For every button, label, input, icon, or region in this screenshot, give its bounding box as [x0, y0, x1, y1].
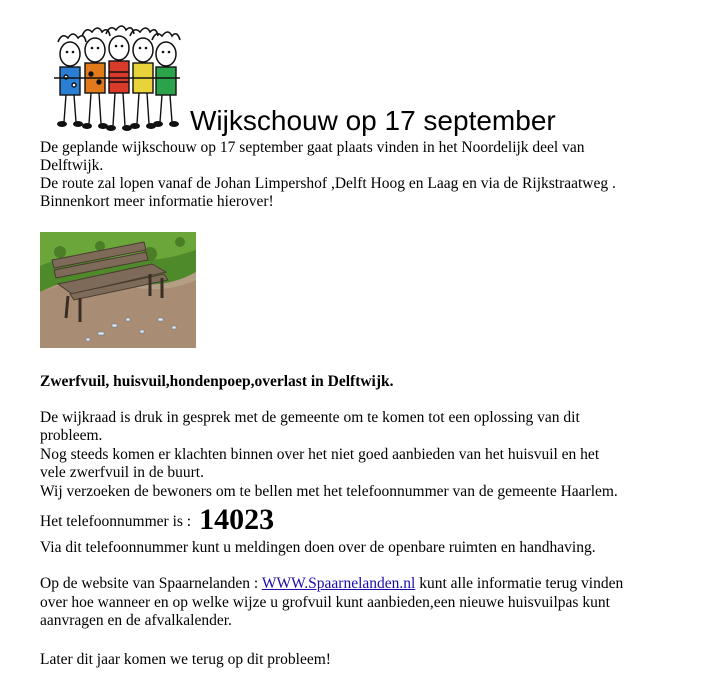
phone-note: Via dit telefoonnummer kunt u meldingen doen over de openbare ruimten en handhaving. [40, 539, 596, 556]
phone-label: Het telefoonnummer is : [40, 513, 192, 530]
article2-heading: Zwerfvuil, huisvuil,hondenpoep,overlast in Delftwijk. [40, 373, 394, 390]
website-line [40, 575, 623, 593]
article2-line-2: probleem. [40, 427, 103, 444]
article1-line-1: De geplande wijkschouw op 17 september gaat plaats vinden in het Noordelijk deel van [40, 139, 585, 156]
article2-line-4: vele zwerfvuil in de buurt. [40, 464, 204, 481]
website-line-3: aanvragen en de afvalkalender. [40, 612, 232, 629]
article1-line-3: De route zal lopen vanaf de Johan Limpershof ,Delft Hoog en Laag en via de Rijkstraatweg . [40, 175, 616, 192]
article1-line-4: Binnenkort meer informatie hierover! [40, 193, 274, 210]
children-drawing-logo [40, 22, 186, 134]
phone-line [40, 503, 275, 536]
closing-line: Later dit jaar komen we terug op dit probleem! [40, 651, 331, 668]
bench-photo [40, 232, 196, 348]
article2-line-3: Nog steeds komen er klachten binnen over het niet goed aanbieden van het huisvuil en het [40, 446, 600, 463]
article-title: Wijkschouw op 17 september [190, 105, 556, 136]
website-prefix: Op de website van Spaarnelanden : [40, 575, 259, 592]
website-suffix: kunt alle informatie terug vinden [419, 575, 624, 592]
spaarnelanden-link[interactable]: WWW.Spaarnelanden.nl [261, 575, 416, 592]
website-line-2: over hoe wanneer en op welke wijze u grofvuil kunt aanbieden,een nieuwe huisvuilpas kunt [40, 594, 610, 611]
article2-line-1: De wijkraad is druk in gesprek met de gemeente om te komen tot een oplossing van dit [40, 409, 580, 426]
article2-line-5: Wij verzoeken de bewoners om te bellen met het telefoonnummer van de gemeente Haarlem. [40, 483, 618, 500]
article1-line-2: Delftwijk. [40, 157, 104, 174]
phone-number: 14023 [199, 503, 275, 536]
